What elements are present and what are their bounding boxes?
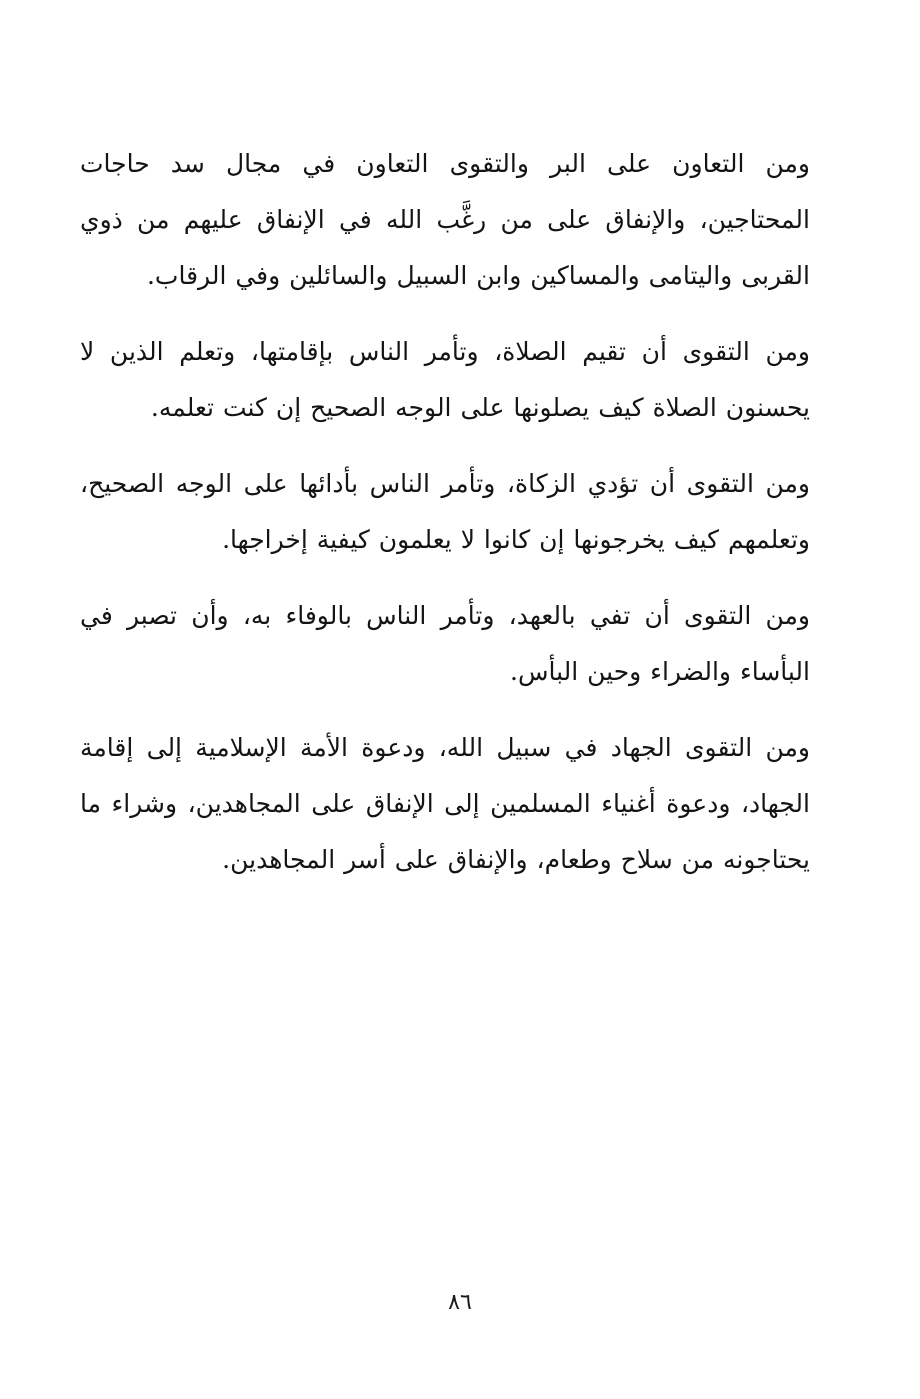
paragraph-covenant: ومن التقوى أن تفي بالعهد، وتأمر الناس بالوفاء به، وأن تصبر في البأساء والضراء وحين البأس. bbox=[80, 601, 810, 686]
body-text bbox=[80, 136, 810, 908]
page-number: ٨٦ bbox=[448, 1290, 472, 1315]
paragraph-cooperation: ومن التعاون على البر والتقوى التعاون في مجال سد حاجات المحتاجين، والإنفاق على من رغَّب الله في الإنفاق عليهم من ذوي القربى واليتامى والمساكين وابن السبيل والسائلين وفي الرقاب. bbox=[80, 149, 810, 290]
paragraph-zakat: ومن التقوى أن تؤدي الزكاة، وتأمر الناس بأدائها على الوجه الصحيح، وتعلمهم كيف يخرجونها إن كانوا لا يعلمون كيفية إخراجها. bbox=[80, 469, 810, 554]
paragraph-jihad: ومن التقوى الجهاد في سبيل الله، ودعوة الأمة الإسلامية إلى إقامة الجهاد، ودعوة أغنياء المسلمين إلى الإنفاق على المجاهدين، وشراء ما يحتاجونه من سلاح وطعام، والإنفاق على أسر المجاهدين. bbox=[80, 733, 810, 874]
paragraph-prayer: ومن التقوى أن تقيم الصلاة، وتأمر الناس بإقامتها، وتعلم الذين لا يحسنون الصلاة كيف يصلونها على الوجه الصحيح إن كنت تعلمه. bbox=[80, 337, 810, 422]
